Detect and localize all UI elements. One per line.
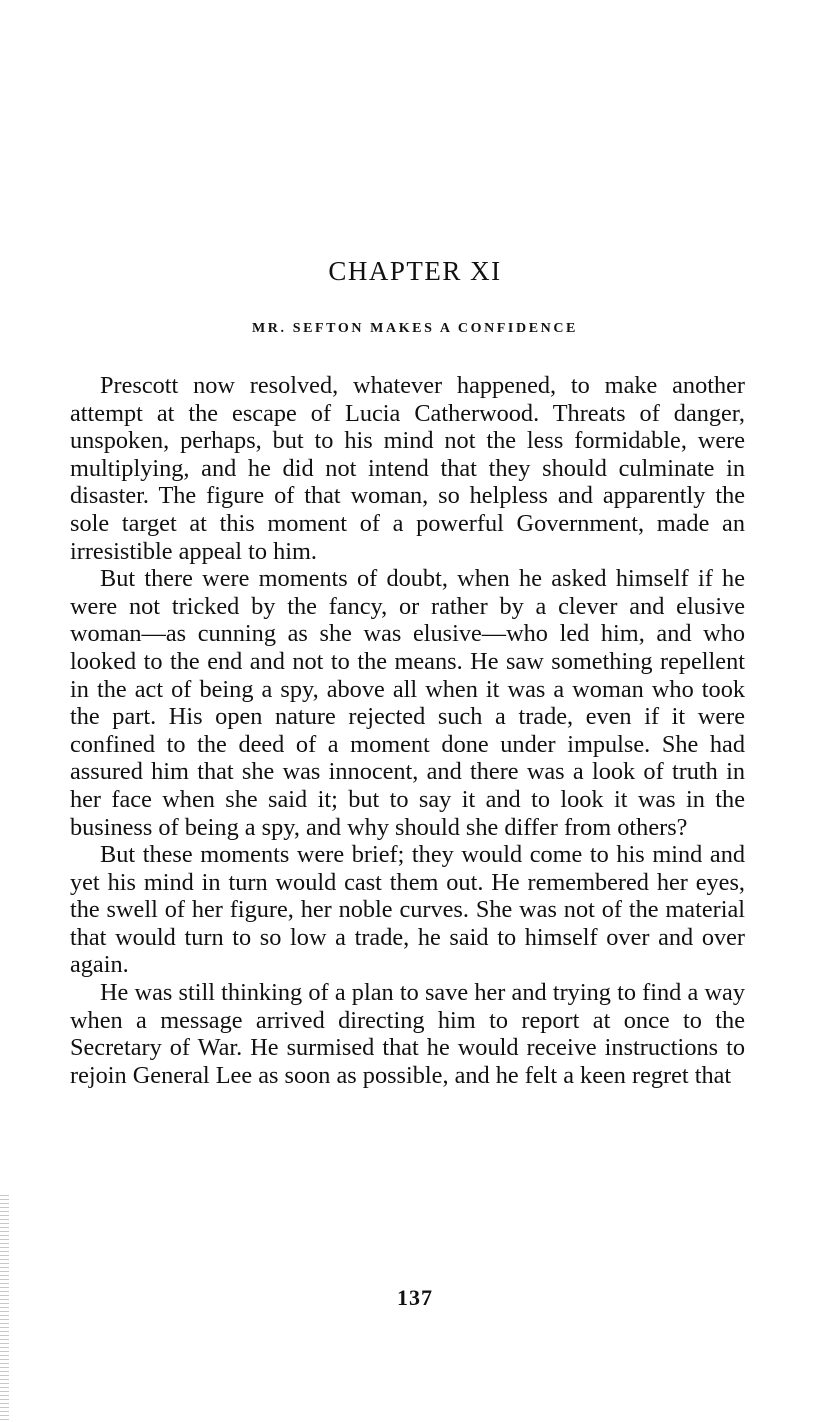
- chapter-subtitle: MR. SEFTON MAKES A CONFIDENCE: [251, 321, 578, 336]
- paragraph: But these moments were brief; they would come to his mind and yet his mind in turn would cast them out. He remembered her eyes, the swell of her figure, her noble curves. She was not of the material that would turn to so low a trade, he said to himself over and over again.: [70, 841, 745, 979]
- paragraph: Prescott now resolved, whatever happened, to make another attempt at the escape of Lucia Catherwood. Threats of danger, unspoken, perhaps, but to his mind not the less formidable, were multiplying, and he did not intend that they should culminate in disaster. The figure of that woman, so helpless and apparently the sole target at this moment of a powerful Government, made an irresistible appeal to him.: [70, 372, 745, 565]
- page-number: 137: [397, 1285, 433, 1310]
- scan-edge-artifact: [0, 1195, 9, 1422]
- chapter-body: [70, 372, 745, 1089]
- paragraph: But there were moments of doubt, when he asked himself if he were not tricked by the fancy, or rather by a clever and elusive woman—as cunning as she was elusive—who led him, and who looked to the end and not to the means. He saw something repellent in the act of being a spy, above all when it was a woman who took the part. His open nature rejected such a trade, even if it were confined to the deed of a moment done under impulse. She had assured him that she was innocent, and there was a look of truth in her face when she said it; but to say it and to look it was in the business of being a spy, and why should she differ from others?: [70, 565, 745, 841]
- paragraph: He was still thinking of a plan to save her and trying to find a way when a message arrived directing him to report at once to the Secretary of War. He surmised that he would receive instructions to rejoin General Lee as soon as possible, and he felt a keen regret that: [70, 979, 745, 1089]
- chapter-title: CHAPTER XI: [328, 256, 502, 286]
